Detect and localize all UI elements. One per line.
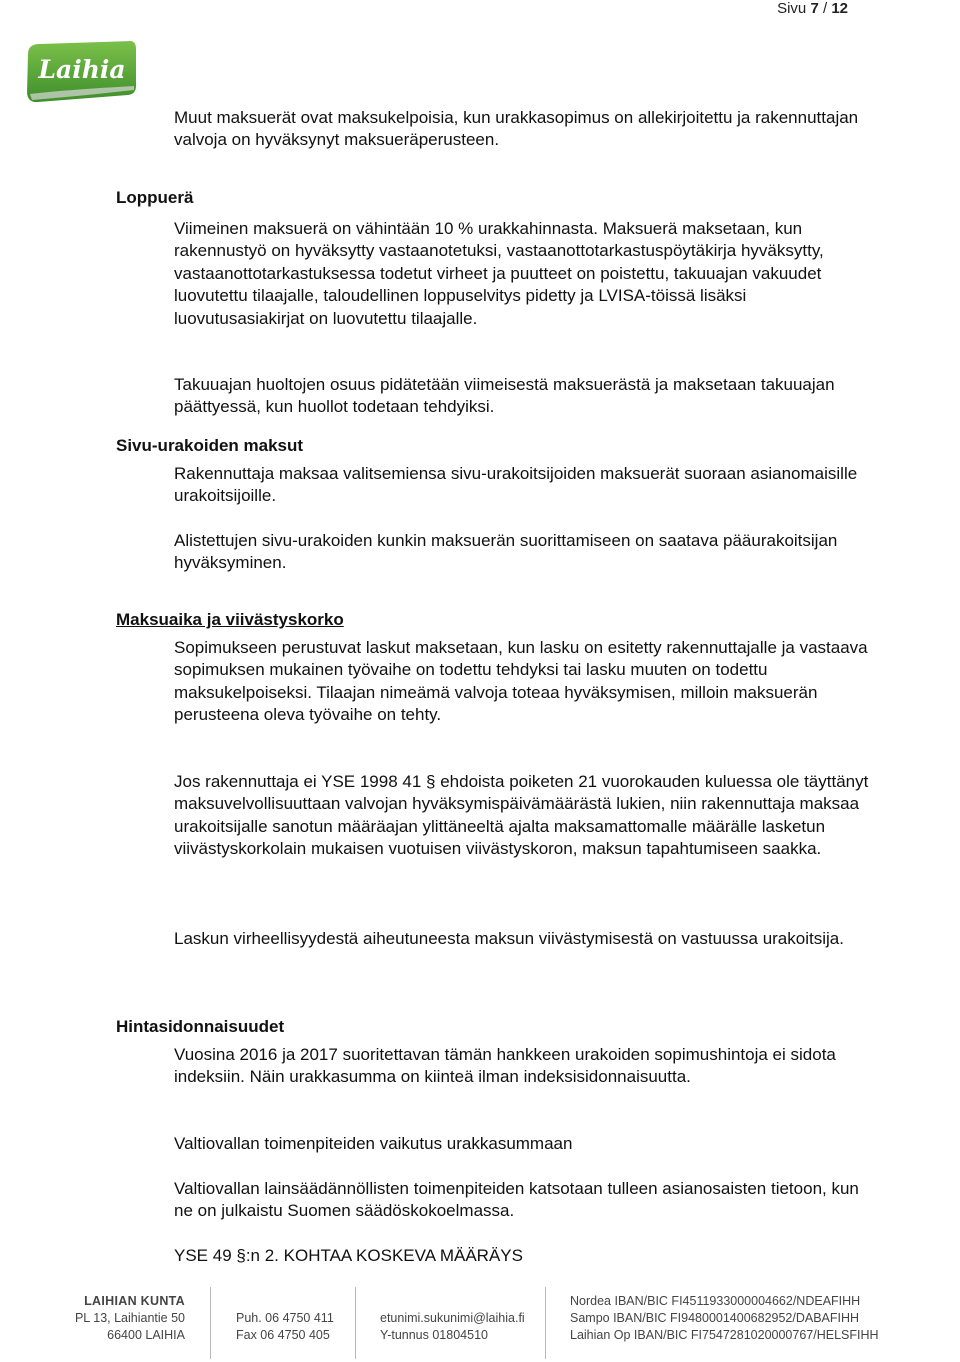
hinta-paragraph-2: Valtiovallan toimenpiteiden vaikutus urakkasummaan <box>174 1134 573 1153</box>
footer-divider <box>355 1287 356 1359</box>
sivu-paragraph-2: Alistettujen sivu-urakoiden kunkin maksuerän suorittamiseen on saatava pääurakoitsijan hyväksyminen. <box>174 531 838 573</box>
footer-phone-block <box>236 1310 334 1344</box>
page-footer <box>0 1285 960 1362</box>
footer-bank-nordea: Nordea IBAN/BIC FI4511933000004662/NDEAFIHH <box>570 1294 861 1308</box>
footer-org-name: LAIHIAN KUNTA <box>84 1294 185 1308</box>
hinta-paragraph-3: Valtiovallan lainsäädännöllisten toimenpiteiden katsotaan tulleen asianosaisten tietoon, kun ne on julkaistu Suomen säädöskokoelmassa. <box>174 1179 859 1221</box>
maksuaika-paragraph-1: Sopimukseen perustuvat laskut maksetaan, kun lasku on esitetty rakennuttajalle ja vastaava sopimuksen mukainen työvaihe on todettu tehdyksi tai lasku muuten on todettu maksukelpoiseksi. Tilaajan nimeämä valvoja toteaa hyväksymisen, milloin maksuerän perusteena oleva työvaihe on tehty. <box>174 638 868 725</box>
heading-maksuaika: Maksuaika ja viivästyskorko <box>116 610 344 629</box>
footer-email: etunimi.sukunimi@laihia.fi <box>380 1311 525 1325</box>
page-number: Sivu 7 / 12 <box>777 0 848 17</box>
intro-paragraph: Muut maksuerät ovat maksukelpoisia, kun urakkasopimus on allekirjoitettu ja rakennuttajan valvoja on hyväksynyt maksueräperusteen. <box>174 108 859 150</box>
footer-ytunnus: Y-tunnus 01804510 <box>380 1328 488 1342</box>
svg-text:Laihia: Laihia <box>38 55 126 84</box>
footer-bank-block <box>570 1293 879 1344</box>
heading-loppuera: Loppuerä <box>116 188 194 207</box>
footer-address-block <box>75 1293 185 1344</box>
footer-fax: Fax 06 4750 405 <box>236 1328 330 1342</box>
footer-phone: Puh. 06 4750 411 <box>236 1311 334 1325</box>
footer-address: PL 13, Laihiantie 50 <box>74 1311 185 1325</box>
sivu-paragraph-1: Rakennuttaja maksaa valitsemiensa sivu-urakoitsijoiden maksuerät suoraan asianomaisille urakoitsijoille. <box>174 464 858 506</box>
hinta-paragraph-4: YSE 49 §:n 2. KOHTAA KOSKEVA MÄÄRÄYS <box>174 1246 523 1265</box>
footer-bank-sampo: Sampo IBAN/BIC FI9480001400682952/DABAFIHH <box>570 1311 860 1325</box>
footer-postal: 66400 LAIHIA <box>107 1328 185 1342</box>
laihia-logo <box>22 40 138 104</box>
heading-sivu-urakoiden-maksut: Sivu-urakoiden maksut <box>116 436 304 455</box>
footer-bank-op: Laihian Op IBAN/BIC FI7547281020000767/HELSFIHH <box>570 1328 879 1342</box>
loppuera-paragraph-2: Takuuajan huoltojen osuus pidätetään viimeisestä maksuerästä ja maksetaan takuuajan päättyessä, kun huollot todetaan tehdyiksi. <box>174 375 835 417</box>
loppuera-paragraph-1: Viimeinen maksuerä on vähintään 10 % urakkahinnasta. Maksuerä maksetaan, kun rakennustyö on hyväksytty vastaanotetuksi, vastaanottotarkastuspöytäkirja hyväksytty, vastaanottotarkastuksessa todetut virheet ja puutteet on poistettu, takuuajan vakuudet luovutettu tilaajalle, taloudellinen loppuselvitys pidetty ja LVISA-töissä lisäksi luovutusasiakirjat on luovutettu tilaajalle. <box>174 219 824 328</box>
maksuaika-paragraph-3: Laskun virheellisyydestä aiheutuneesta maksun viivästymisestä on vastuussa urakoitsija. <box>174 929 844 948</box>
maksuaika-paragraph-2: Jos rakennuttaja ei YSE 1998 41 § ehdoista poiketen 21 vuorokauden kuluessa ole täyttänyt maksuvelvollisuuttaan valvojan hyväksymispäivämäärästä lukien, niin rakennuttaja maksaa urakoitsijalle sanotun määräajan ylittäneeltä ajalta maksamattomalle määrälle lasketun viivästyskorkolain mukaisen vuotuisen viivästyskoron, maksun tapahtumiseen saakka. <box>174 772 869 859</box>
footer-contact-block <box>380 1310 525 1344</box>
hinta-paragraph-1: Vuosina 2016 ja 2017 suoritettavan tämän hankkeen urakoiden sopimushintoja ei sidota indeksiin. Näin urakkasumma on kiinteä ilman indeksisidonnaisuutta. <box>174 1045 836 1087</box>
footer-divider <box>545 1287 546 1359</box>
footer-divider <box>210 1287 211 1359</box>
heading-hintasidonnaisuudet: Hintasidonnaisuudet <box>116 1017 285 1036</box>
